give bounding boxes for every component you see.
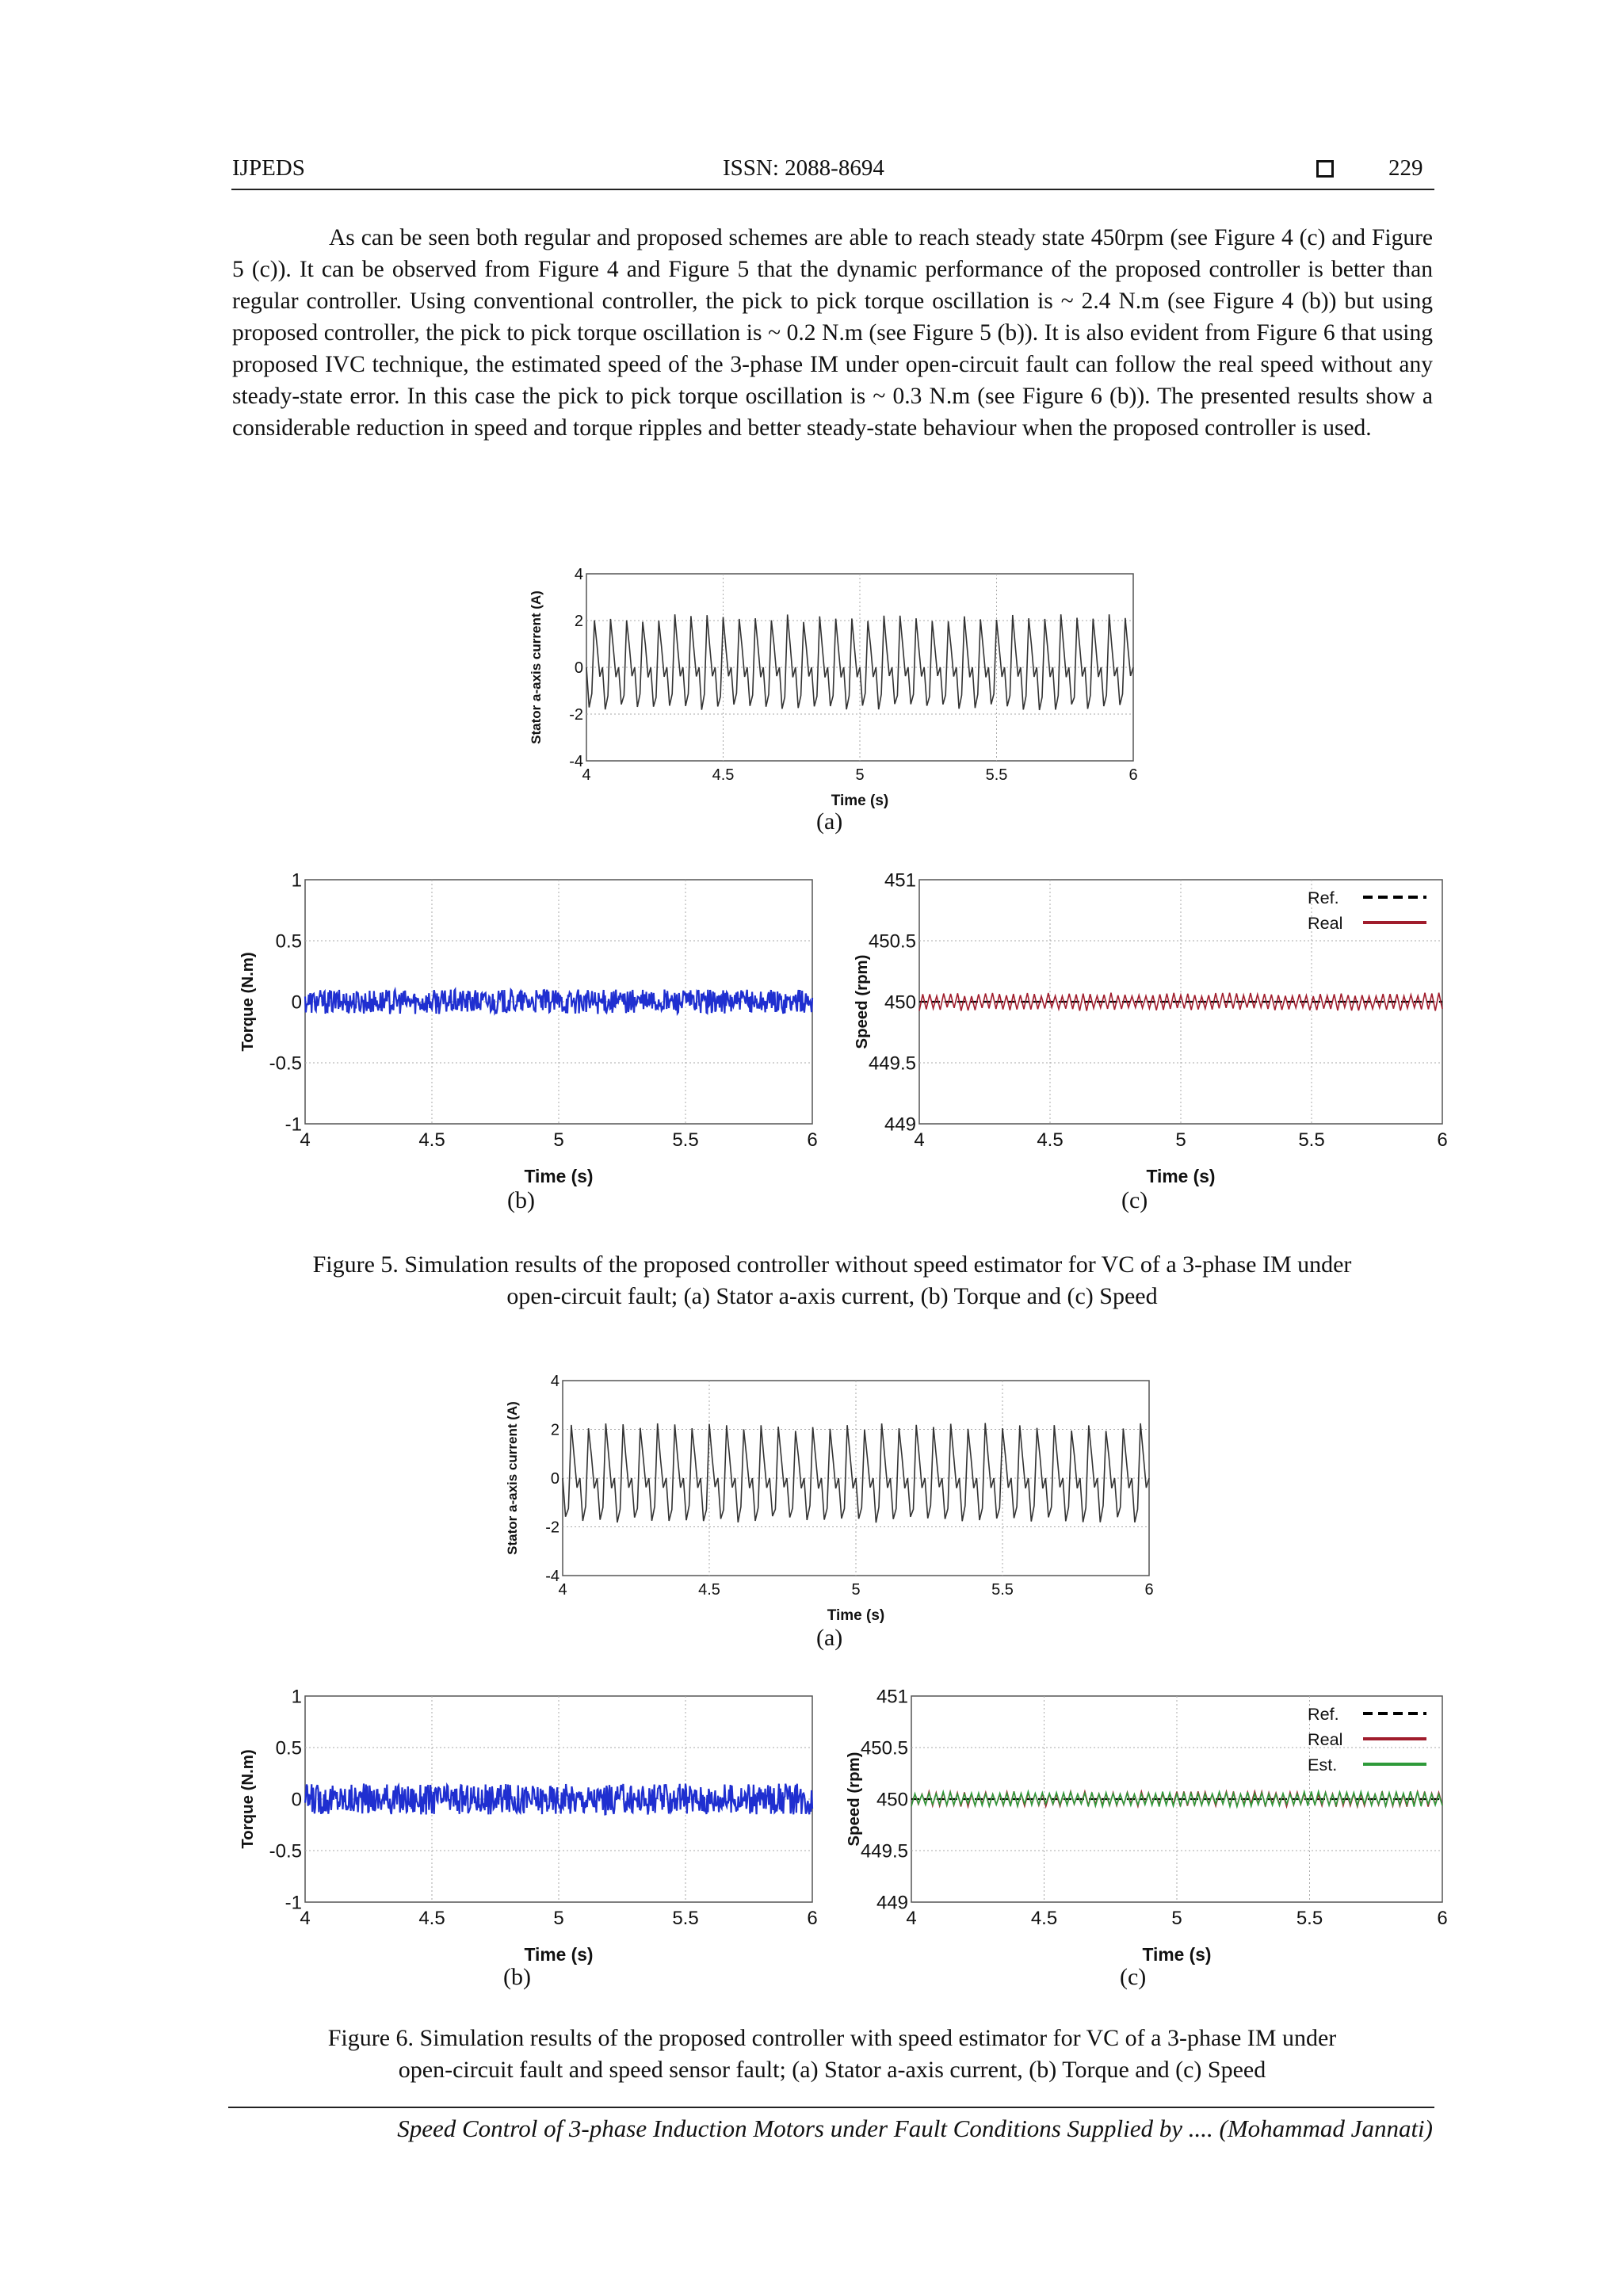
issn: ISSN: 2088-8694 [723, 155, 884, 181]
y-tick-label: 0.5 [275, 1737, 302, 1759]
x-tick-label: 4 [914, 1129, 925, 1151]
y-tick-label: 451 [876, 1686, 908, 1708]
y-tick-label: -1 [285, 1892, 302, 1914]
y-axis-label: Stator a-axis current (A) [529, 590, 544, 744]
fig5-label-c: (c) [1121, 1187, 1148, 1213]
x-tick-label: 4 [558, 1581, 567, 1599]
y-tick-label: 451 [884, 869, 916, 892]
x-tick-label: 5.5 [1296, 1908, 1323, 1929]
fig5-caption-line2: open-circuit fault; (a) Stator a-axis current, (b) Torque and (c) Speed [506, 1283, 1158, 1309]
x-tick-label: 5.5 [991, 1581, 1014, 1599]
x-tick-label: 4 [300, 1908, 311, 1929]
y-tick-label: 1 [291, 869, 302, 892]
fig6-label-b: (b) [503, 1964, 531, 1990]
footer-title: Speed Control of 3-phase Induction Motors under Fault Conditions Supplied by .... (Mohammad Jannati) [397, 2115, 1433, 2142]
y-tick-label: -2 [545, 1519, 559, 1537]
fig5-label-a: (a) [816, 808, 843, 835]
y-tick-label: 450 [884, 991, 916, 1014]
y-axis-label: Torque (N.m) [239, 1749, 257, 1849]
x-axis-label: Time (s) [524, 1166, 594, 1186]
y-tick-label: 0 [550, 1470, 559, 1488]
y-tick-label: 2 [574, 613, 583, 630]
y-tick-label: -0.5 [269, 1052, 302, 1075]
x-axis-label: Time (s) [1146, 1166, 1216, 1186]
y-tick-label: 450 [876, 1789, 908, 1811]
y-tick-label: 4 [550, 1373, 559, 1390]
x-tick-label: 4.5 [418, 1908, 445, 1929]
fig6-label-a: (a) [816, 1625, 843, 1651]
fig5c-chart [848, 870, 1450, 1187]
y-tick-label: 0 [574, 659, 583, 677]
legend-label: Est. [1308, 1755, 1338, 1775]
y-tick-label: -4 [545, 1568, 559, 1585]
y-tick-label: 450.5 [868, 930, 916, 953]
y-tick-label: 1 [291, 1686, 302, 1708]
x-tick-label: 6 [1437, 1129, 1448, 1151]
fig6b-chart [234, 1687, 820, 1966]
y-axis-label: Speed (rpm) [854, 954, 871, 1049]
x-tick-label: 5 [1175, 1129, 1186, 1151]
x-tick-label: 6 [1128, 766, 1138, 784]
x-tick-label: 4 [582, 766, 591, 784]
y-tick-label: 449 [876, 1892, 908, 1914]
y-tick-label: 4 [574, 566, 583, 583]
legend-label: Ref. [1308, 1704, 1339, 1724]
y-tick-label: -2 [569, 706, 583, 724]
y-tick-label: 2 [550, 1421, 559, 1439]
y-tick-label: 0.5 [275, 930, 302, 953]
x-tick-label: 6 [807, 1908, 818, 1929]
y-tick-label: -0.5 [269, 1840, 302, 1862]
x-tick-label: 5 [855, 766, 865, 784]
y-tick-label: 449.5 [860, 1840, 908, 1862]
fig6-caption-line2: open-circuit fault and speed sensor fault; (a) Stator a-axis current, (b) Torque and (c) Speed [398, 2057, 1266, 2083]
x-tick-label: 4.5 [712, 766, 735, 784]
fig5a-chart [523, 564, 1141, 810]
x-tick-label: 6 [1437, 1908, 1448, 1929]
x-tick-label: 4.5 [418, 1129, 445, 1151]
y-tick-label: 449 [884, 1114, 916, 1136]
x-tick-label: 4.5 [1037, 1129, 1064, 1151]
y-tick-label: 450.5 [860, 1737, 908, 1759]
fig5-caption-line1: Figure 5. Simulation results of the proposed controller without speed estimator for VC of a 3-phase IM under [312, 1251, 1352, 1278]
y-axis-label: Torque (N.m) [239, 952, 257, 1052]
y-tick-label: 0 [291, 991, 302, 1014]
fig6c-chart [840, 1687, 1450, 1966]
x-tick-label: 5 [1171, 1908, 1182, 1929]
x-tick-label: 4 [906, 1908, 917, 1929]
y-tick-label: 0 [291, 1789, 302, 1811]
x-tick-label: 5.5 [985, 766, 1008, 784]
y-tick-label: 449.5 [868, 1052, 916, 1075]
legend-label: Ref. [1308, 888, 1339, 907]
x-axis-label: Time (s) [831, 793, 889, 809]
x-tick-label: 5.5 [1298, 1129, 1325, 1151]
x-tick-label: 5.5 [672, 1908, 699, 1929]
y-tick-label: -1 [285, 1114, 302, 1136]
footer-rule [228, 2107, 1434, 2108]
x-tick-label: 5 [553, 1908, 564, 1929]
x-tick-label: 6 [807, 1129, 818, 1151]
x-tick-label: 4.5 [1030, 1908, 1058, 1929]
page-number: 229 [1388, 155, 1423, 181]
y-axis-label: Speed (rpm) [846, 1752, 863, 1847]
x-tick-label: 5.5 [672, 1129, 699, 1151]
x-axis-label: Time (s) [524, 1944, 594, 1965]
legend-label: Real [1308, 1729, 1343, 1749]
x-tick-label: 5 [851, 1581, 861, 1599]
x-axis-label: Time (s) [1142, 1944, 1212, 1965]
x-tick-label: 6 [1144, 1581, 1154, 1599]
fig6-label-c: (c) [1120, 1964, 1147, 1990]
fig5b-chart [234, 870, 820, 1187]
x-tick-label: 4.5 [698, 1581, 720, 1599]
checkbox-icon [1316, 160, 1334, 178]
fig6-caption-line1: Figure 6. Simulation results of the proposed controller with speed estimator for VC of a 3-phase IM under [327, 2025, 1337, 2051]
legend-label: Real [1308, 913, 1343, 933]
y-tick-label: -4 [569, 753, 583, 770]
x-tick-label: 4 [300, 1129, 311, 1151]
header-rule [231, 189, 1434, 190]
x-tick-label: 5 [553, 1129, 564, 1151]
journal-name: IJPEDS [232, 155, 305, 181]
y-axis-label: Stator a-axis current (A) [505, 1401, 520, 1555]
fig5-label-b: (b) [507, 1187, 535, 1213]
body-paragraph: As can be seen both regular and proposed schemes are able to reach steady state 450rpm (see Figure 4 (c) and Figure 5 (c)). It can be observed from Figure 4 and Figure 5 that the dynamic performance of the proposed controller is better than regular controller. Using conventional controller, the pick to pick torque oscillation is ~ 2.4 N.m (see Figure 4 (b)) but using proposed controller, the pick to pick torque oscillation is ~ 0.2 N.m (see Figure 5 (b)). It is also evident from Figure 6 that using proposed IVC technique, the estimated speed of the 3-phase IM under open-circuit fault can follow the real speed without any steady-state error. In this case the pick to pick torque oscillation is ~ 0.3 N.m (see Figure 6 (b)). The presented results show a considerable reduction in speed and torque ripples and better steady-state behaviour when the proposed controller is used. [232, 225, 1433, 441]
x-axis-label: Time (s) [827, 1607, 885, 1624]
fig6a-chart [499, 1371, 1157, 1625]
